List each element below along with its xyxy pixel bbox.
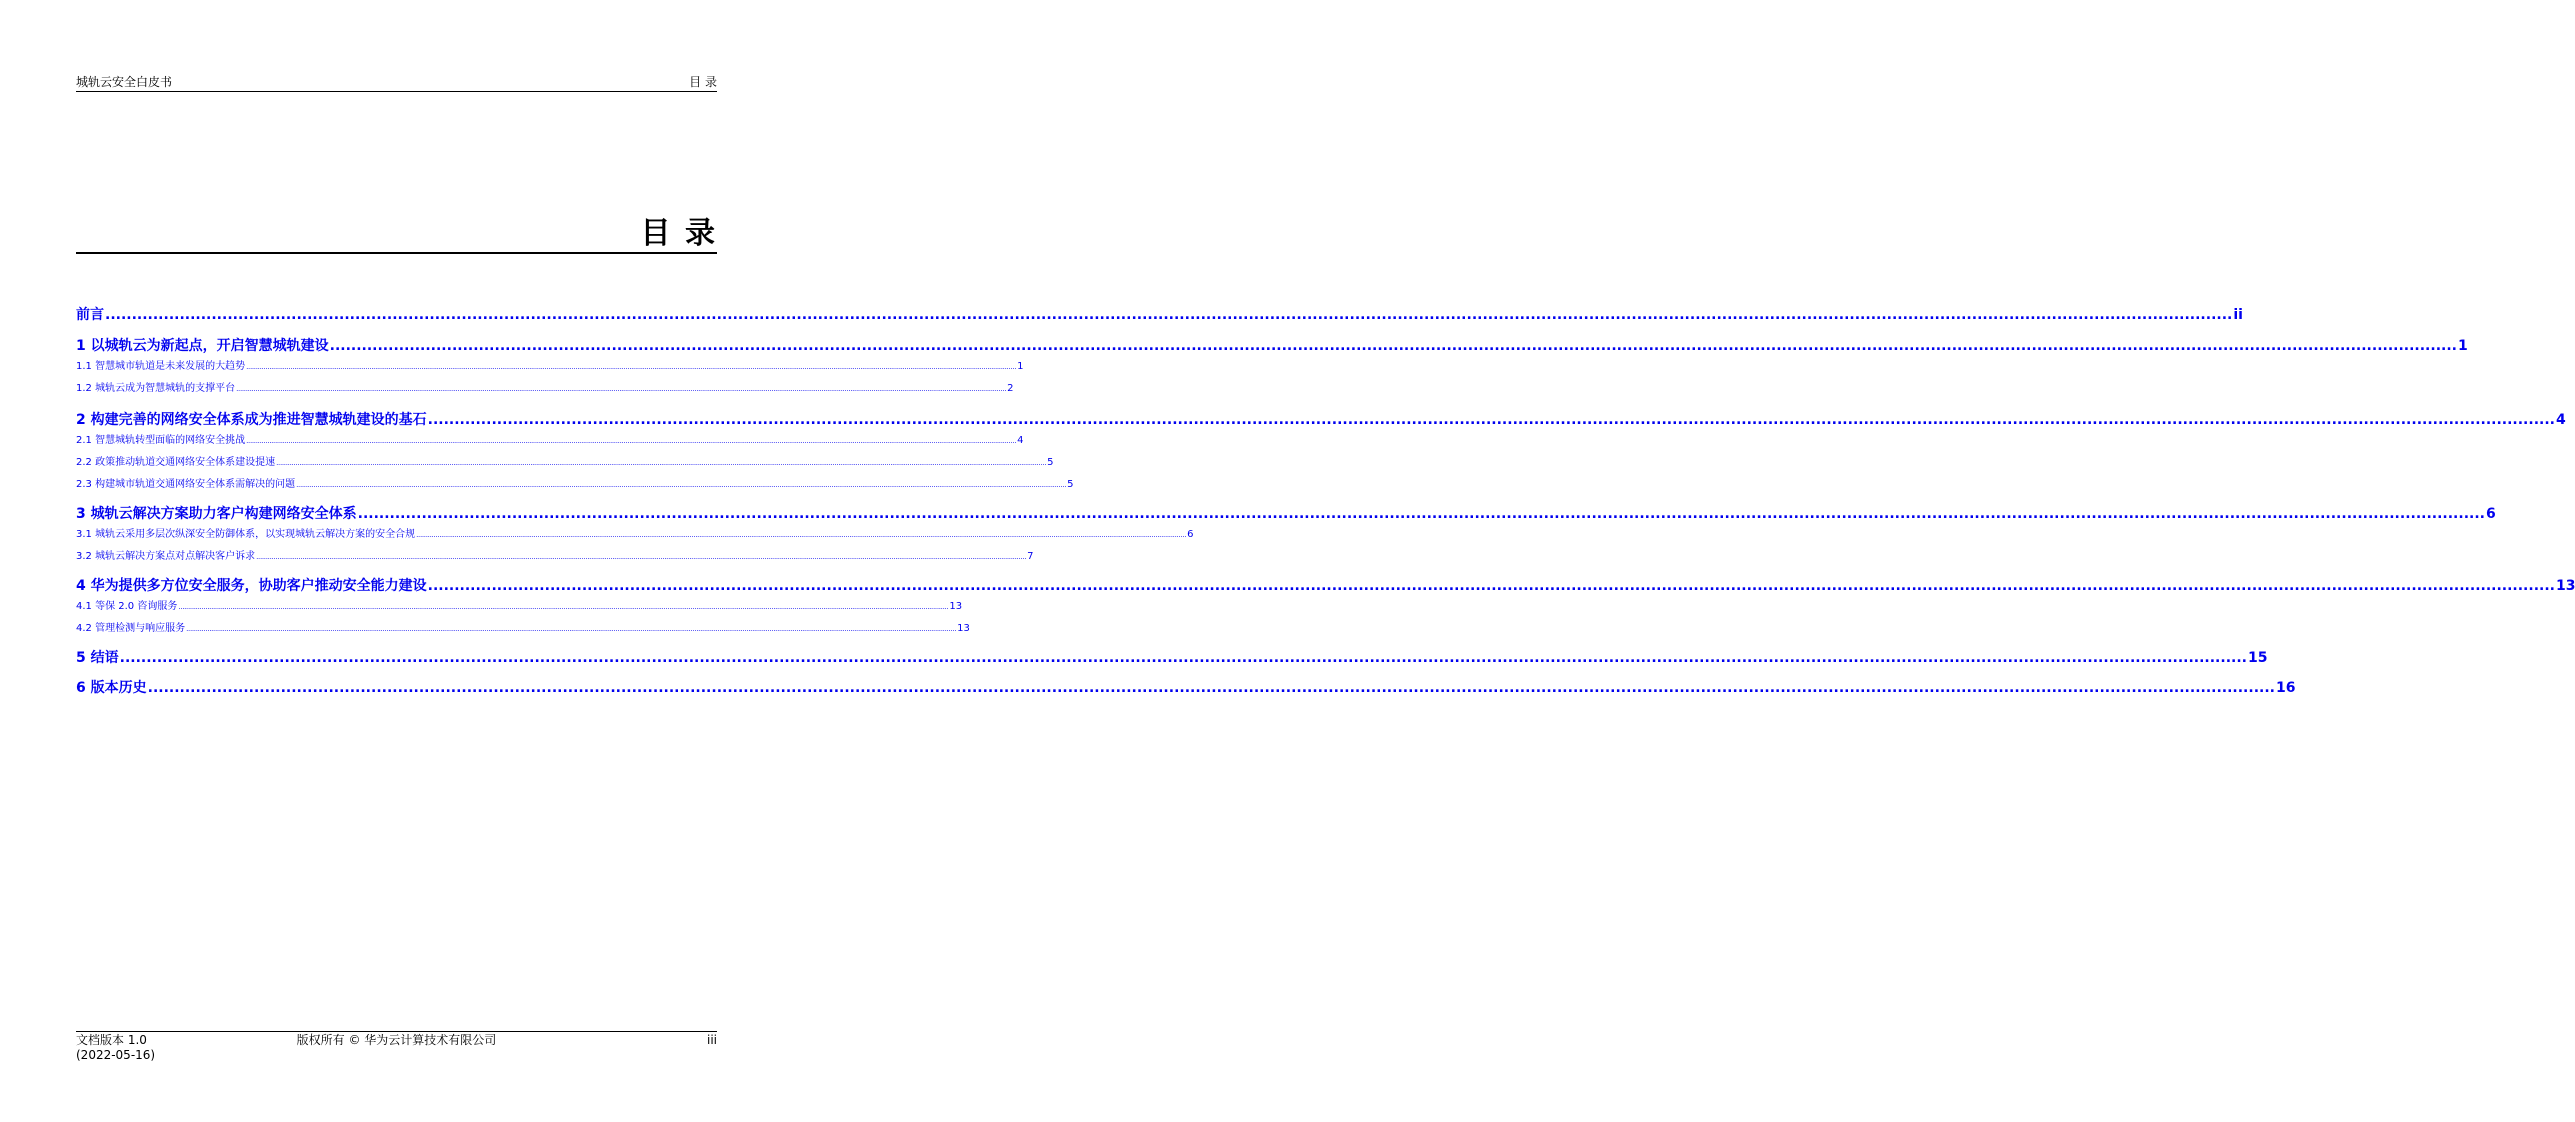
toc-dot-leader: ................................................................................................................................................................................................................................................................................................................................................................................................................ (246, 437, 1017, 445)
toc-entry-page: 5 (1067, 479, 1074, 490)
toc-entry-page: 1 (1017, 361, 1024, 372)
toc-dot-leader: ................................................................................................................................................................................................................................................................................................................................................................................................................ (256, 553, 1027, 561)
toc-entry-title: 4 华为提供多方位安全服务，协助客户推动安全能力建设 (76, 578, 427, 594)
toc-entry-page: 13 (2555, 578, 2575, 594)
footer-copyright: 版权所有 © 华为云计算技术有限公司 (296, 1033, 497, 1047)
toc-section-link[interactable] (76, 528, 1194, 542)
toc-section-link[interactable] (76, 600, 963, 614)
toc-dot-leader: ................................................................................................................................................................................................................................................................................................................................................................................................................ (329, 338, 2457, 354)
toc-section-link[interactable] (76, 478, 1074, 492)
toc-entry-page: 13 (949, 601, 963, 612)
toc-chapter-link[interactable] (76, 410, 2566, 430)
toc-dot-leader: ................................................................................................................................................................................................................................................................................................................................................................................................................ (236, 385, 1007, 393)
toc-entry-page: 5 (1047, 457, 1054, 468)
toc-section-link[interactable] (76, 360, 1024, 374)
toc-heading-divider (76, 252, 717, 254)
toc-entry-title: 3.2 城轨云解决方案点对点解决客户诉求 (76, 551, 256, 562)
toc-entry-title: 2.2 政策推动轨道交通网络安全体系建设提速 (76, 457, 276, 468)
toc-entry-page: 2 (1007, 383, 1014, 394)
toc-dot-leader: ................................................................................................................................................................................................................................................................................................................................................................................................................ (119, 650, 2247, 666)
toc-entry-title: 5 结语 (76, 650, 119, 666)
toc-dot-leader: ................................................................................................................................................................................................................................................................................................................................................................................................................ (296, 481, 1067, 489)
page-header (76, 74, 717, 90)
toc-dot-leader: ................................................................................................................................................................................................................................................................................................................................................................................................................ (105, 307, 2233, 323)
toc-dot-leader: ................................................................................................................................................................................................................................................................................................................................................................................................................ (357, 506, 2485, 522)
toc-entry-title: 3 城轨云解决方案助力客户构建网络安全体系 (76, 506, 357, 522)
toc-dot-leader: ................................................................................................................................................................................................................................................................................................................................................................................................................ (186, 625, 957, 633)
footer-version: 文档版本 1.0 (76, 1033, 147, 1047)
toc-entry-page: 13 (957, 623, 970, 634)
toc-dot-leader: ................................................................................................................................................................................................................................................................................................................................................................................................................ (427, 412, 2555, 428)
toc-section-link[interactable] (76, 622, 970, 636)
toc-chapter-link[interactable] (76, 305, 2243, 325)
toc-entry-title: 2.1 智慧城轨转型面临的网络安全挑战 (76, 435, 246, 446)
toc-entry-page: 16 (2275, 680, 2296, 696)
header-doc-title: 城轨云安全白皮书 (76, 75, 173, 89)
toc-dot-leader: ................................................................................................................................................................................................................................................................................................................................................................................................................ (427, 578, 2555, 594)
toc-entry-title: 1.1 智慧城市轨道是未来发展的大趋势 (76, 361, 246, 372)
toc-entry-page: 6 (1187, 529, 1194, 540)
toc-entry-title: 4.1 等保 2.0 咨询服务 (76, 601, 178, 612)
toc-dot-leader: ................................................................................................................................................................................................................................................................................................................................................................................................................ (246, 363, 1017, 371)
header-divider (76, 91, 717, 92)
toc-dot-leader: ................................................................................................................................................................................................................................................................................................................................................................................................................ (147, 680, 2275, 696)
toc-heading: 目 录 (640, 216, 717, 251)
toc-dot-leader: ................................................................................................................................................................................................................................................................................................................................................................................................................ (178, 603, 949, 611)
toc-entry-page: 6 (2485, 506, 2496, 522)
toc-section-link[interactable] (76, 382, 1014, 396)
toc-chapter-link[interactable] (76, 678, 2296, 698)
footer-date: (2022-05-16) (76, 1048, 156, 1062)
toc-chapter-link[interactable] (76, 336, 2468, 356)
footer-page-number: iii (706, 1033, 717, 1047)
toc-entry-page: 7 (1027, 551, 1034, 562)
toc-entry-title: 2 构建完善的网络安全体系成为推进智慧城轨建设的基石 (76, 412, 427, 428)
toc-entry-page: 15 (2247, 650, 2268, 666)
toc-entry-title: 3.1 城轨云采用多层次纵深安全防御体系，以实现城轨云解决方案的安全合规 (76, 529, 416, 540)
toc-entry-title: 1.2 城轨云成为智慧城轨的支撑平台 (76, 383, 236, 394)
toc-dot-leader: ................................................................................................................................................................................................................................................................................................................................................................................................................ (276, 459, 1047, 467)
header-section: 目 录 (689, 75, 717, 89)
toc-entry-title: 2.3 构建城市轨道交通网络安全体系需解决的问题 (76, 479, 296, 490)
toc-chapter-link[interactable] (76, 504, 2496, 524)
toc-dot-leader: ................................................................................................................................................................................................................................................................................................................................................................................................................ (416, 531, 1187, 539)
toc-section-link[interactable] (76, 456, 1054, 470)
toc-entry-title: 1 以城轨云为新起点，开启智慧城轨建设 (76, 338, 329, 354)
toc-entry-title: 4.2 管理检测与响应服务 (76, 623, 186, 634)
toc-chapter-link[interactable] (76, 576, 2575, 596)
toc-entry-title: 6 版本历史 (76, 680, 147, 696)
toc-entry-title: 前言 (76, 307, 104, 323)
toc-section-link[interactable] (76, 550, 1034, 564)
toc-entry-page: 1 (2457, 338, 2468, 354)
footer-divider (76, 1031, 717, 1032)
toc-entry-page: ii (2233, 307, 2243, 323)
toc-chapter-link[interactable] (76, 648, 2268, 668)
toc-section-link[interactable] (76, 434, 1024, 448)
toc-entry-page: 4 (2555, 412, 2566, 428)
toc-entry-page: 4 (1017, 435, 1024, 446)
